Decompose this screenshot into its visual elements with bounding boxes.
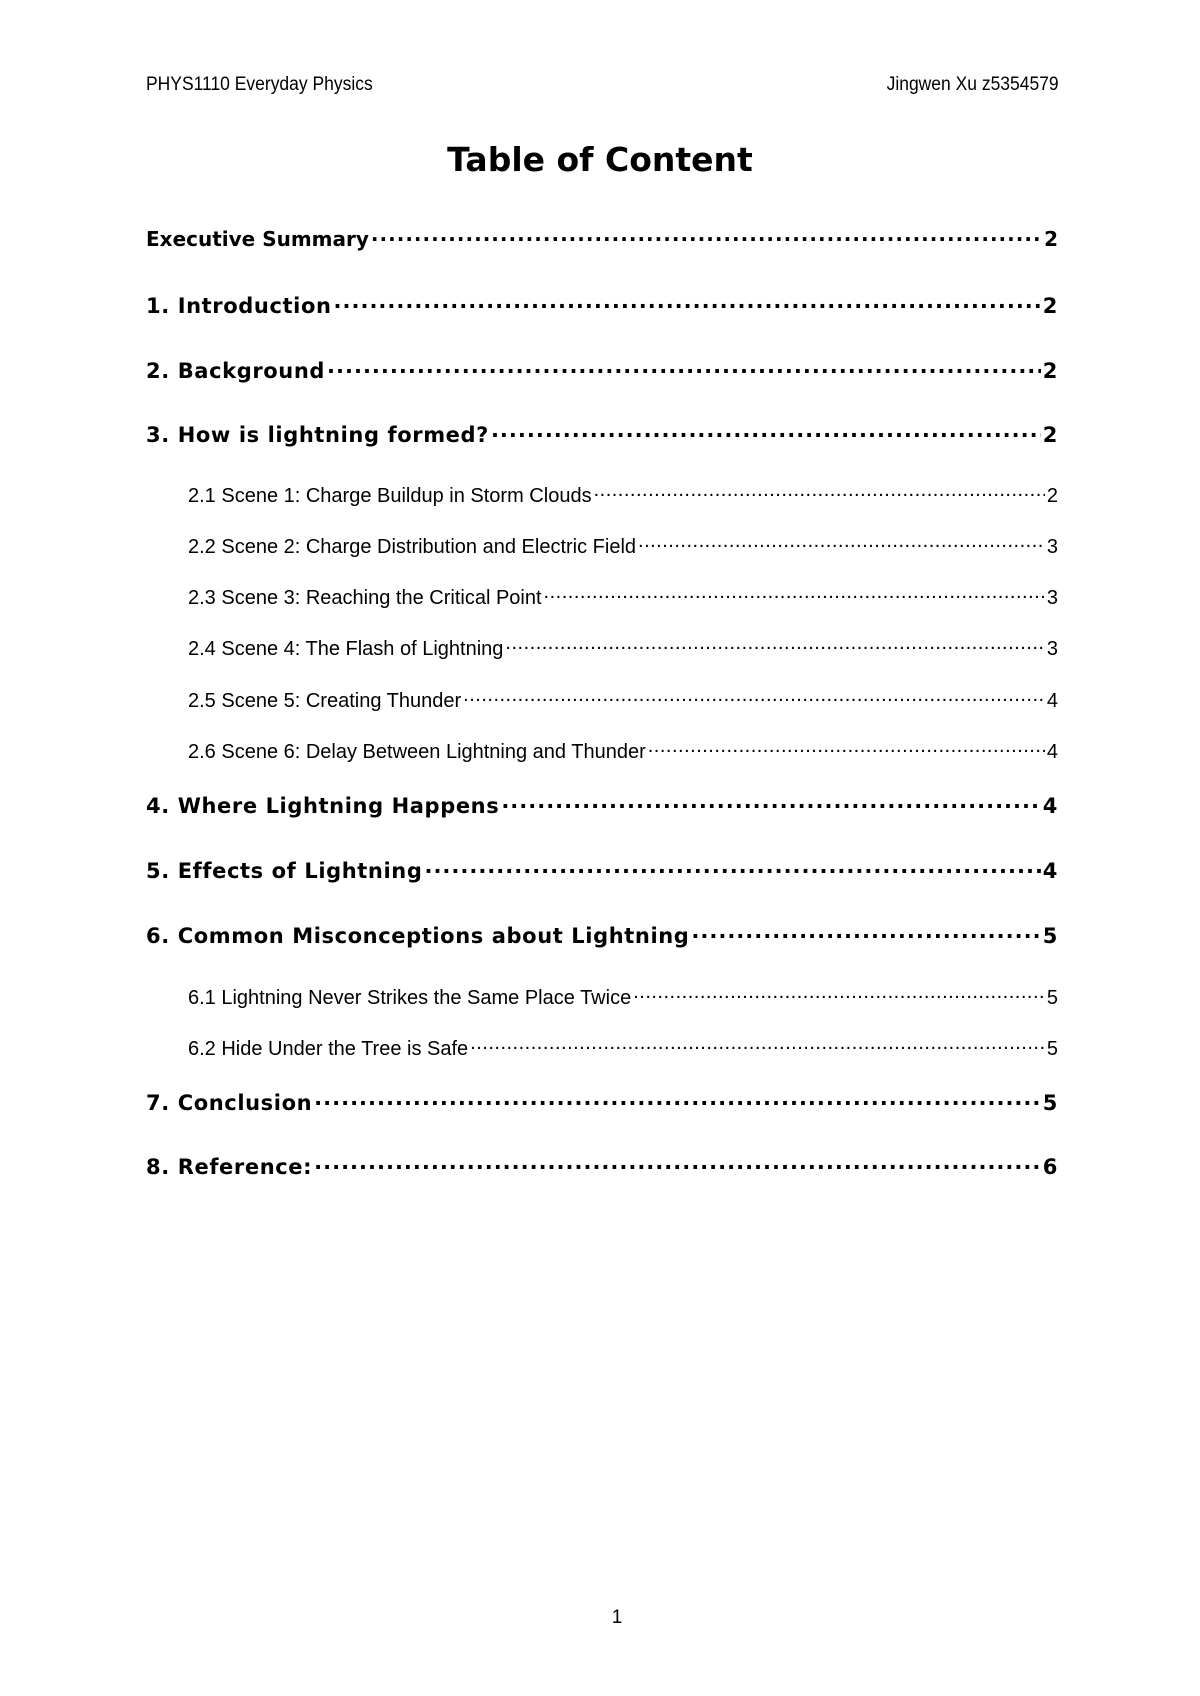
- toc-label: 2.3 Scene 3: Reaching the Critical Point: [188, 587, 542, 609]
- toc-leader: [463, 687, 1045, 707]
- toc-leader: [371, 226, 1042, 246]
- toc-label: 6.2 Hide Under the Tree is Safe: [188, 1038, 469, 1060]
- toc-page-number: 2: [1042, 359, 1058, 383]
- toc-page-number: 5: [1042, 924, 1058, 948]
- toc-page-number: 3: [1046, 536, 1058, 558]
- toc-label: 6.1 Lightning Never Strikes the Same Place Twice: [188, 987, 632, 1009]
- toc-entry-common-misconceptions[interactable]: [146, 922, 1058, 948]
- toc-entry-introduction[interactable]: [146, 292, 1058, 318]
- toc-entry-executive-summary[interactable]: [146, 226, 1058, 251]
- toc-entry-scene-1[interactable]: [188, 482, 1058, 508]
- toc-leader: [334, 292, 1041, 313]
- toc-page-number: 3: [1046, 638, 1058, 660]
- toc-entry-scene-5[interactable]: [188, 687, 1058, 713]
- toc-leader: [327, 357, 1041, 378]
- toc-label: 2.2 Scene 2: Charge Distribution and Electric Field: [188, 536, 637, 558]
- toc-leader: [594, 482, 1045, 502]
- toc-label: 2.4 Scene 4: The Flash of Lightning: [188, 638, 504, 660]
- toc-page-number: 6: [1042, 1155, 1058, 1179]
- toc-label: 5. Effects of Lightning: [146, 859, 423, 883]
- toc-page-number: 4: [1042, 794, 1058, 818]
- toc-entry-how-lightning-formed[interactable]: [146, 421, 1058, 447]
- toc-page-number: 4: [1046, 741, 1058, 763]
- toc-label: 4. Where Lightning Happens: [146, 794, 500, 818]
- toc-leader: [424, 857, 1040, 878]
- toc-page-number: 5: [1046, 987, 1058, 1009]
- toc-entry-reference[interactable]: [146, 1153, 1058, 1179]
- toc-entry-where-lightning-happens[interactable]: [146, 792, 1058, 818]
- toc-leader: [314, 1089, 1041, 1110]
- toc-entry-effects-of-lightning[interactable]: [146, 857, 1058, 883]
- toc-label: 8. Reference:: [146, 1155, 313, 1179]
- toc-leader: [505, 635, 1044, 655]
- footer-page-number: 1: [611, 1607, 623, 1628]
- toc-page-number: 2: [1046, 485, 1058, 507]
- toc-entry-conclusion[interactable]: [146, 1089, 1058, 1115]
- toc-entry-misconception-2[interactable]: [188, 1035, 1058, 1061]
- toc-leader: [491, 421, 1041, 442]
- toc-label: 3. How is lightning formed?: [146, 423, 489, 447]
- toc-leader: [314, 1153, 1041, 1174]
- toc-leader: [691, 922, 1040, 943]
- toc-label: 2.5 Scene 5: Creating Thunder: [188, 690, 462, 712]
- toc-label: 2. Background: [146, 359, 326, 383]
- toc-entry-scene-3[interactable]: [188, 584, 1058, 610]
- toc-entry-scene-2[interactable]: [188, 533, 1058, 559]
- toc-entry-background[interactable]: [146, 357, 1058, 383]
- toc-page-number: 4: [1042, 859, 1058, 883]
- toc-entry-scene-4[interactable]: [188, 635, 1058, 661]
- toc-label: 1. Introduction: [146, 294, 332, 318]
- toc-page-number: 2: [1044, 227, 1058, 251]
- toc-page-number: 5: [1046, 1038, 1058, 1060]
- toc-label: 2.6 Scene 6: Delay Between Lightning and Thunder: [188, 741, 646, 763]
- toc-leader: [544, 584, 1045, 604]
- toc-label: 7. Conclusion: [146, 1091, 313, 1115]
- toc-page-number: 2: [1042, 294, 1058, 318]
- toc-page-number: 3: [1046, 587, 1058, 609]
- toc-page-number: 4: [1046, 690, 1058, 712]
- toc-page-number: 2: [1042, 423, 1058, 447]
- toc-label: 6. Common Misconceptions about Lightning: [146, 924, 690, 948]
- page-title: Table of Content: [447, 140, 753, 179]
- toc-label: Executive Summary: [146, 227, 369, 251]
- toc-entry-misconception-1[interactable]: [188, 984, 1058, 1010]
- toc-leader: [638, 533, 1045, 553]
- toc-leader: [470, 1035, 1045, 1055]
- author-name: Jingwen Xu z5354579: [886, 74, 1059, 95]
- toc-entry-scene-6[interactable]: [188, 738, 1058, 764]
- toc-page-number: 5: [1042, 1091, 1058, 1115]
- toc-leader: [648, 738, 1045, 758]
- course-name: PHYS1110 Everyday Physics: [146, 74, 373, 95]
- toc-leader: [633, 984, 1045, 1004]
- toc-label: 2.1 Scene 1: Charge Buildup in Storm Clouds: [188, 485, 592, 507]
- toc-leader: [501, 792, 1040, 813]
